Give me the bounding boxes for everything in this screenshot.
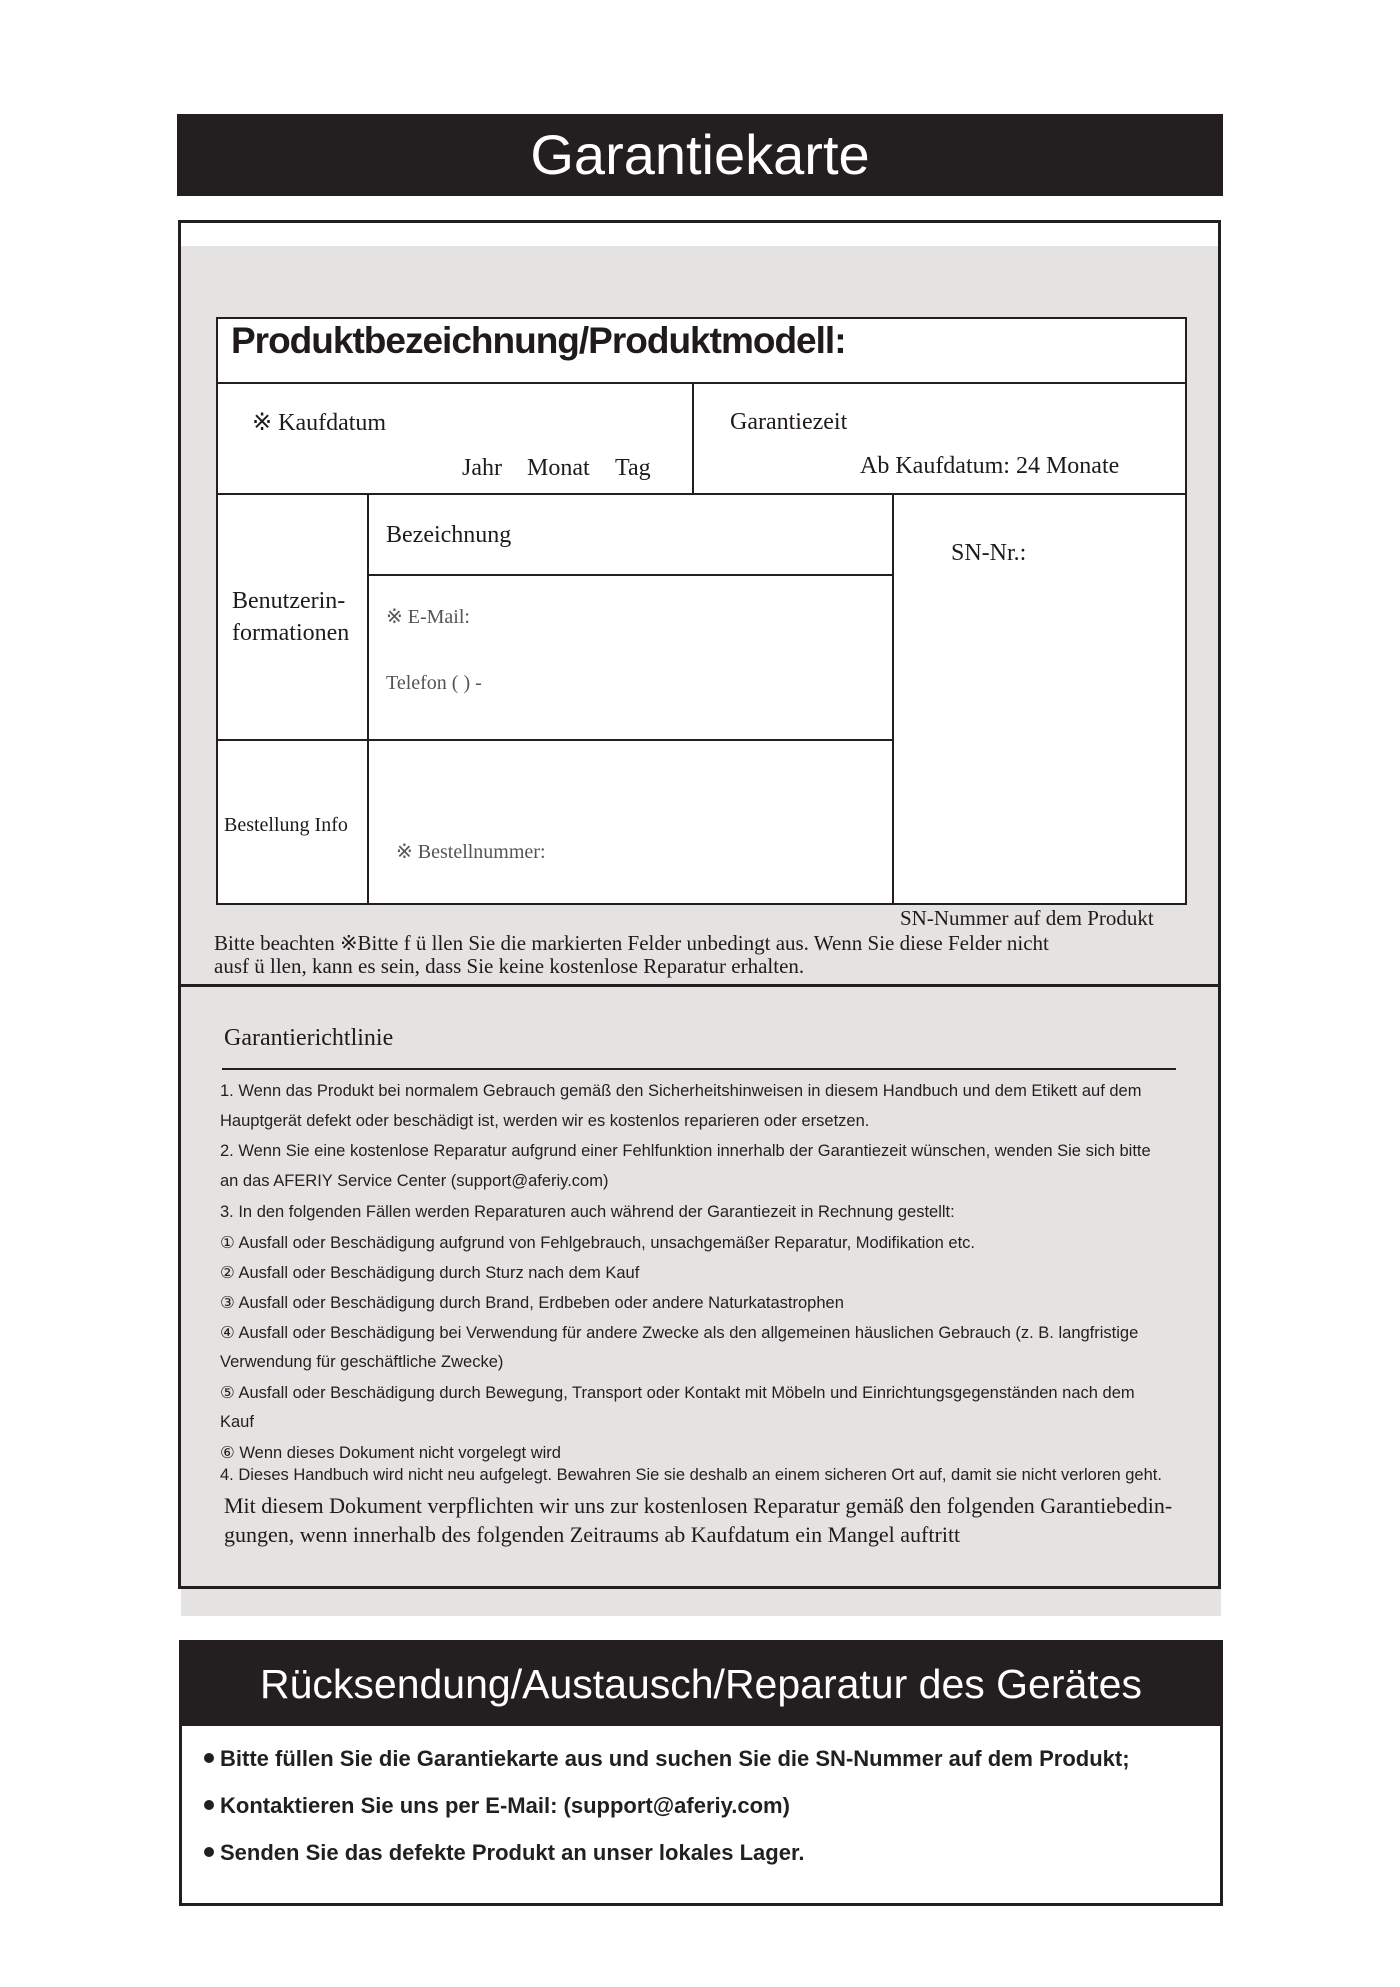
order-info-label: Bestellung Info xyxy=(224,814,348,836)
email-field-label: ※ E-Mail: xyxy=(386,606,470,628)
warranty-period-value: Ab Kaufdatum: 24 Monate xyxy=(860,453,1120,479)
title-banner xyxy=(177,114,1223,196)
guideline-text-line: Verwendung für geschäftliche Zwecke) xyxy=(220,1353,504,1371)
return-step-text: Bitte füllen Sie die Garantiekarte aus und suchen Sie die SN-Nummer auf dem Produkt; xyxy=(220,1746,1130,1771)
guideline-text-line: 4. Dieses Handbuch wird nicht neu aufgelegt. Bewahren Sie sie deshalb an einem sicheren Ort auf, damit sie nicht verloren geht. xyxy=(220,1466,1162,1484)
warranty-period-label: Garantiezeit xyxy=(730,409,848,435)
form-divider xyxy=(692,382,694,494)
return-step-text: Kontaktieren Sie uns per E-Mail: (support@aferiy.com) xyxy=(220,1793,790,1818)
warranty-commitment-text-cont: gungen, wenn innerhalb des folgenden Zeitraums ab Kaufdatum ein Mangel auftritt xyxy=(224,1522,961,1547)
return-step xyxy=(204,1793,790,1819)
registration-form xyxy=(216,317,1187,905)
user-info-label: Benutzerin- xyxy=(232,588,346,614)
return-step xyxy=(204,1746,1130,1772)
form-divider xyxy=(892,493,894,903)
form-divider xyxy=(216,739,893,741)
form-divider xyxy=(367,574,893,576)
guideline-text-line: Hauptgerät defekt oder beschädigt ist, werden wir es kostenlos reparieren oder ersetzen. xyxy=(220,1112,870,1130)
warranty-commitment-text: Mit diesem Dokument verpflichten wir uns zur kostenlosen Reparatur gemäß den folgenden Garantiebedin- xyxy=(224,1493,1173,1518)
form-divider xyxy=(216,493,1187,495)
section-divider xyxy=(181,984,1221,987)
guideline-text-line: ⑥ Wenn dieses Dokument nicht vorgelegt wird xyxy=(220,1444,561,1462)
product-model-field-label: Produktbezeichnung/Produktmodell: xyxy=(231,320,846,361)
return-step-text: Senden Sie das defekte Produkt an unser lokales Lager. xyxy=(220,1840,805,1865)
required-fields-notice: Bitte beachten ※Bitte f ü llen Sie die markierten Felder unbedingt aus. Wenn Sie diese Felder nicht xyxy=(214,931,1049,955)
guideline-text-line: 2. Wenn Sie eine kostenlose Reparatur aufgrund einer Fehlfunktion innerhalb der Garantiezeit wünschen, wenden Sie sich bitte xyxy=(220,1142,1151,1160)
return-step xyxy=(204,1840,804,1866)
return-section-title: Rücksendung/Austausch/Reparatur des Gerätes xyxy=(259,1661,1142,1707)
guideline-title: Garantierichtlinie xyxy=(224,1025,394,1051)
page-title: Garantiekarte xyxy=(530,123,870,186)
form-divider xyxy=(216,382,1187,384)
serial-number-label: SN-Nr.: xyxy=(951,540,1027,566)
guideline-text-line: ④ Ausfall oder Beschädigung bei Verwendung für andere Zwecke als den allgemeinen häuslichen Gebrauch (z. B. langfristige xyxy=(220,1324,1139,1342)
bullet-icon xyxy=(204,1847,214,1857)
guideline-text-line: ② Ausfall oder Beschädigung durch Sturz nach dem Kauf xyxy=(220,1264,640,1282)
guideline-text-line: ⑤ Ausfall oder Beschädigung durch Bewegung, Transport oder Kontakt mit Möbeln und Einrichtungsgegenständen nach dem xyxy=(220,1384,1135,1402)
purchase-date-label: ※ Kaufdatum xyxy=(252,410,387,436)
return-section-frame xyxy=(179,1640,1223,1906)
date-year-label: Jahr xyxy=(462,455,502,481)
guideline-text-line: 3. In den folgenden Fällen werden Reparaturen auch während der Garantiezeit in Rechnung gestellt: xyxy=(220,1203,955,1221)
guideline-title-underline xyxy=(222,1068,1176,1070)
phone-field-label: Telefon ( ) - xyxy=(386,672,482,694)
guideline-text-line: ① Ausfall oder Beschädigung aufgrund von Fehlgebrauch, unsachgemäßer Reparatur, Modifikation etc. xyxy=(220,1234,975,1252)
guideline-text-line: Kauf xyxy=(220,1413,254,1431)
guideline-text-line: ③ Ausfall oder Beschädigung durch Brand, Erdbeben oder andere Naturkatastrophen xyxy=(220,1294,844,1312)
user-info-label-cont: formationen xyxy=(232,620,350,646)
required-fields-notice-cont: ausf ü llen, kann es sein, dass Sie keine kostenlose Reparatur erhalten. xyxy=(214,954,805,978)
serial-number-hint: SN-Nummer auf dem Produkt xyxy=(900,906,1154,930)
date-day-label: Tag xyxy=(615,455,651,481)
name-field-label: Bezeichnung xyxy=(386,522,512,548)
guideline-text-line: 1. Wenn das Produkt bei normalem Gebrauch gemäß den Sicherheitshinweisen in diesem Handbuch und dem Etikett auf dem xyxy=(220,1082,1142,1100)
bullet-icon xyxy=(204,1753,214,1763)
date-month-label: Monat xyxy=(527,455,590,481)
order-number-field-label: ※ Bestellnummer: xyxy=(396,841,546,863)
guideline-text-line: an das AFERIY Service Center (support@aferiy.com) xyxy=(220,1172,609,1190)
form-divider xyxy=(367,493,369,903)
bullet-icon xyxy=(204,1800,214,1810)
